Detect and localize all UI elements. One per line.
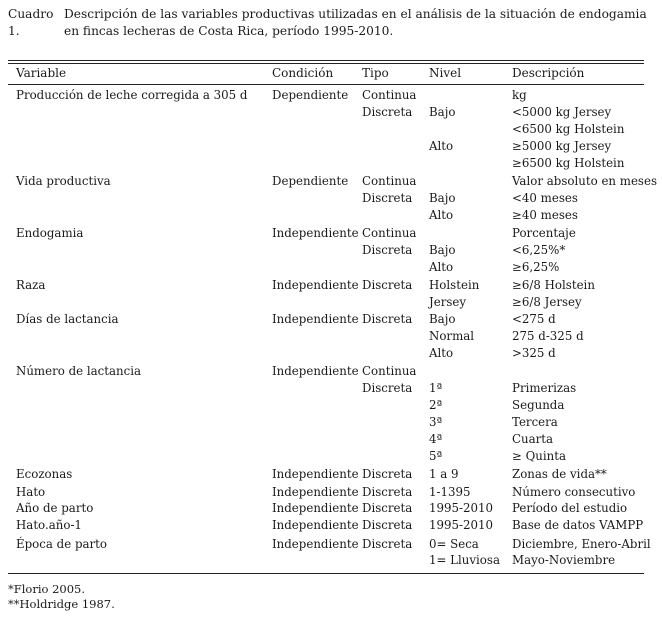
cell-variable: Época de parto <box>16 537 108 551</box>
cell-descripcion: Mayo-Noviembre <box>512 553 616 567</box>
cell-condicion: Dependiente <box>272 88 349 102</box>
cell-nivel: Bajo <box>429 312 456 326</box>
footnote-2: **Holdridge 1987. <box>8 597 115 611</box>
cell-nivel: Bajo <box>429 191 456 205</box>
cell-descripcion: Primerizas <box>512 381 577 395</box>
bottom-rule <box>8 573 644 574</box>
table-caption <box>8 6 648 40</box>
cell-descripcion: <275 d <box>512 312 556 326</box>
cell-tipo: Continua <box>362 364 417 378</box>
cell-descripcion: ≥ Quinta <box>512 449 567 463</box>
cell-nivel: Alto <box>429 346 454 360</box>
cell-condicion: Independiente <box>272 518 359 532</box>
cell-descripcion: <6,25%* <box>512 243 566 257</box>
cell-variable: Hato.año-1 <box>16 518 82 532</box>
cell-tipo: Discreta <box>362 467 413 481</box>
cell-variable: Días de lactancia <box>16 312 119 326</box>
cell-variable: Endogamia <box>16 226 84 240</box>
cell-nivel: 1-1395 <box>429 485 471 499</box>
cell-variable: Raza <box>16 278 46 292</box>
cell-variable: Hato <box>16 485 46 499</box>
cell-descripcion: ≥5000 kg Jersey <box>512 139 612 153</box>
cell-tipo: Continua <box>362 88 417 102</box>
cell-nivel: 3ª <box>429 415 443 429</box>
cell-condicion: Independiente <box>272 467 359 481</box>
top-rule <box>8 60 644 61</box>
cell-tipo: Discreta <box>362 105 413 119</box>
cell-descripcion: kg <box>512 88 527 102</box>
cell-descripcion: Segunda <box>512 398 565 412</box>
cell-descripcion: ≥6/8 Holstein <box>512 278 595 292</box>
cell-tipo: Discreta <box>362 381 413 395</box>
header-nivel: Nivel <box>429 66 462 80</box>
caption-label: Cuadro 1. <box>8 7 54 38</box>
header-variable: Variable <box>16 66 67 80</box>
cell-descripcion: ≥6/8 Jersey <box>512 295 582 309</box>
cell-variable: Vida productiva <box>16 174 111 188</box>
header-descripcion: Descripción <box>512 66 585 80</box>
cell-tipo: Continua <box>362 174 417 188</box>
cell-nivel: Jersey <box>429 295 467 309</box>
cell-condicion: Independiente <box>272 364 359 378</box>
cell-descripcion: Base de datos VAMPP <box>512 518 644 532</box>
cell-nivel: 4ª <box>429 432 443 446</box>
cell-condicion: Independiente <box>272 278 359 292</box>
cell-tipo: Discreta <box>362 485 413 499</box>
cell-descripcion: Cuarta <box>512 432 554 446</box>
cell-tipo: Discreta <box>362 278 413 292</box>
cell-condicion: Independiente <box>272 501 359 515</box>
cell-condicion: Independiente <box>272 485 359 499</box>
cell-condicion: Dependiente <box>272 174 349 188</box>
cell-nivel: Bajo <box>429 105 456 119</box>
cell-descripcion: Porcentaje <box>512 226 576 240</box>
cell-nivel: 1ª <box>429 381 443 395</box>
cell-nivel: 5ª <box>429 449 443 463</box>
cell-tipo: Discreta <box>362 518 413 532</box>
cell-nivel: Bajo <box>429 243 456 257</box>
top-rule-double <box>8 63 644 64</box>
cell-condicion: Independiente <box>272 537 359 551</box>
cell-nivel: 1= Lluviosa <box>429 553 500 567</box>
header-rule <box>8 84 644 85</box>
cell-nivel: 2ª <box>429 398 443 412</box>
cell-condicion: Independiente <box>272 226 359 240</box>
cell-tipo: Discreta <box>362 537 413 551</box>
cell-descripcion: Zonas de vida** <box>512 467 607 481</box>
cell-descripcion: Diciembre, Enero-Abril <box>512 537 651 551</box>
cell-nivel: 1995-2010 <box>429 518 494 532</box>
cell-descripcion: <6500 kg Holstein <box>512 122 625 136</box>
cell-descripcion: <40 meses <box>512 191 578 205</box>
cell-variable: Ecozonas <box>16 467 73 481</box>
cell-descripcion: Tercera <box>512 415 558 429</box>
cell-nivel: 1995-2010 <box>429 501 494 515</box>
cell-descripcion: Período del estudio <box>512 501 628 515</box>
cell-tipo: Discreta <box>362 243 413 257</box>
cell-descripcion: 275 d-325 d <box>512 329 584 343</box>
cell-nivel: Alto <box>429 260 454 274</box>
cell-tipo: Discreta <box>362 312 413 326</box>
cell-tipo: Discreta <box>362 501 413 515</box>
cell-descripcion: >325 d <box>512 346 556 360</box>
cell-nivel: Alto <box>429 139 454 153</box>
cell-nivel: 1 a 9 <box>429 467 459 481</box>
cell-descripcion: ≥40 meses <box>512 208 578 222</box>
header-condicion: Condición <box>272 66 334 80</box>
cell-descripcion: <5000 kg Jersey <box>512 105 612 119</box>
cell-variable: Producción de leche corregida a 305 d <box>16 88 248 102</box>
cell-nivel: 0= Seca <box>429 537 479 551</box>
cell-descripcion: ≥6,25% <box>512 260 560 274</box>
cell-nivel: Normal <box>429 329 475 343</box>
header-tipo: Tipo <box>362 66 389 80</box>
cell-variable: Año de parto <box>16 501 94 515</box>
cell-tipo: Continua <box>362 226 417 240</box>
cell-descripcion: ≥6500 kg Holstein <box>512 156 625 170</box>
cell-nivel: Alto <box>429 208 454 222</box>
cell-descripcion: Número consecutivo <box>512 485 636 499</box>
footnote-1: *Florio 2005. <box>8 582 86 596</box>
cell-variable: Número de lactancia <box>16 364 142 378</box>
cell-condicion: Independiente <box>272 312 359 326</box>
cell-tipo: Discreta <box>362 191 413 205</box>
cell-nivel: Holstein <box>429 278 480 292</box>
caption-text: Descripción de las variables productivas utilizadas en el análisis de la situación de endogamia en fincas lecheras de Costa Rica, período 1995-2010. <box>64 7 647 38</box>
cell-descripcion: Valor absoluto en meses <box>512 174 658 188</box>
